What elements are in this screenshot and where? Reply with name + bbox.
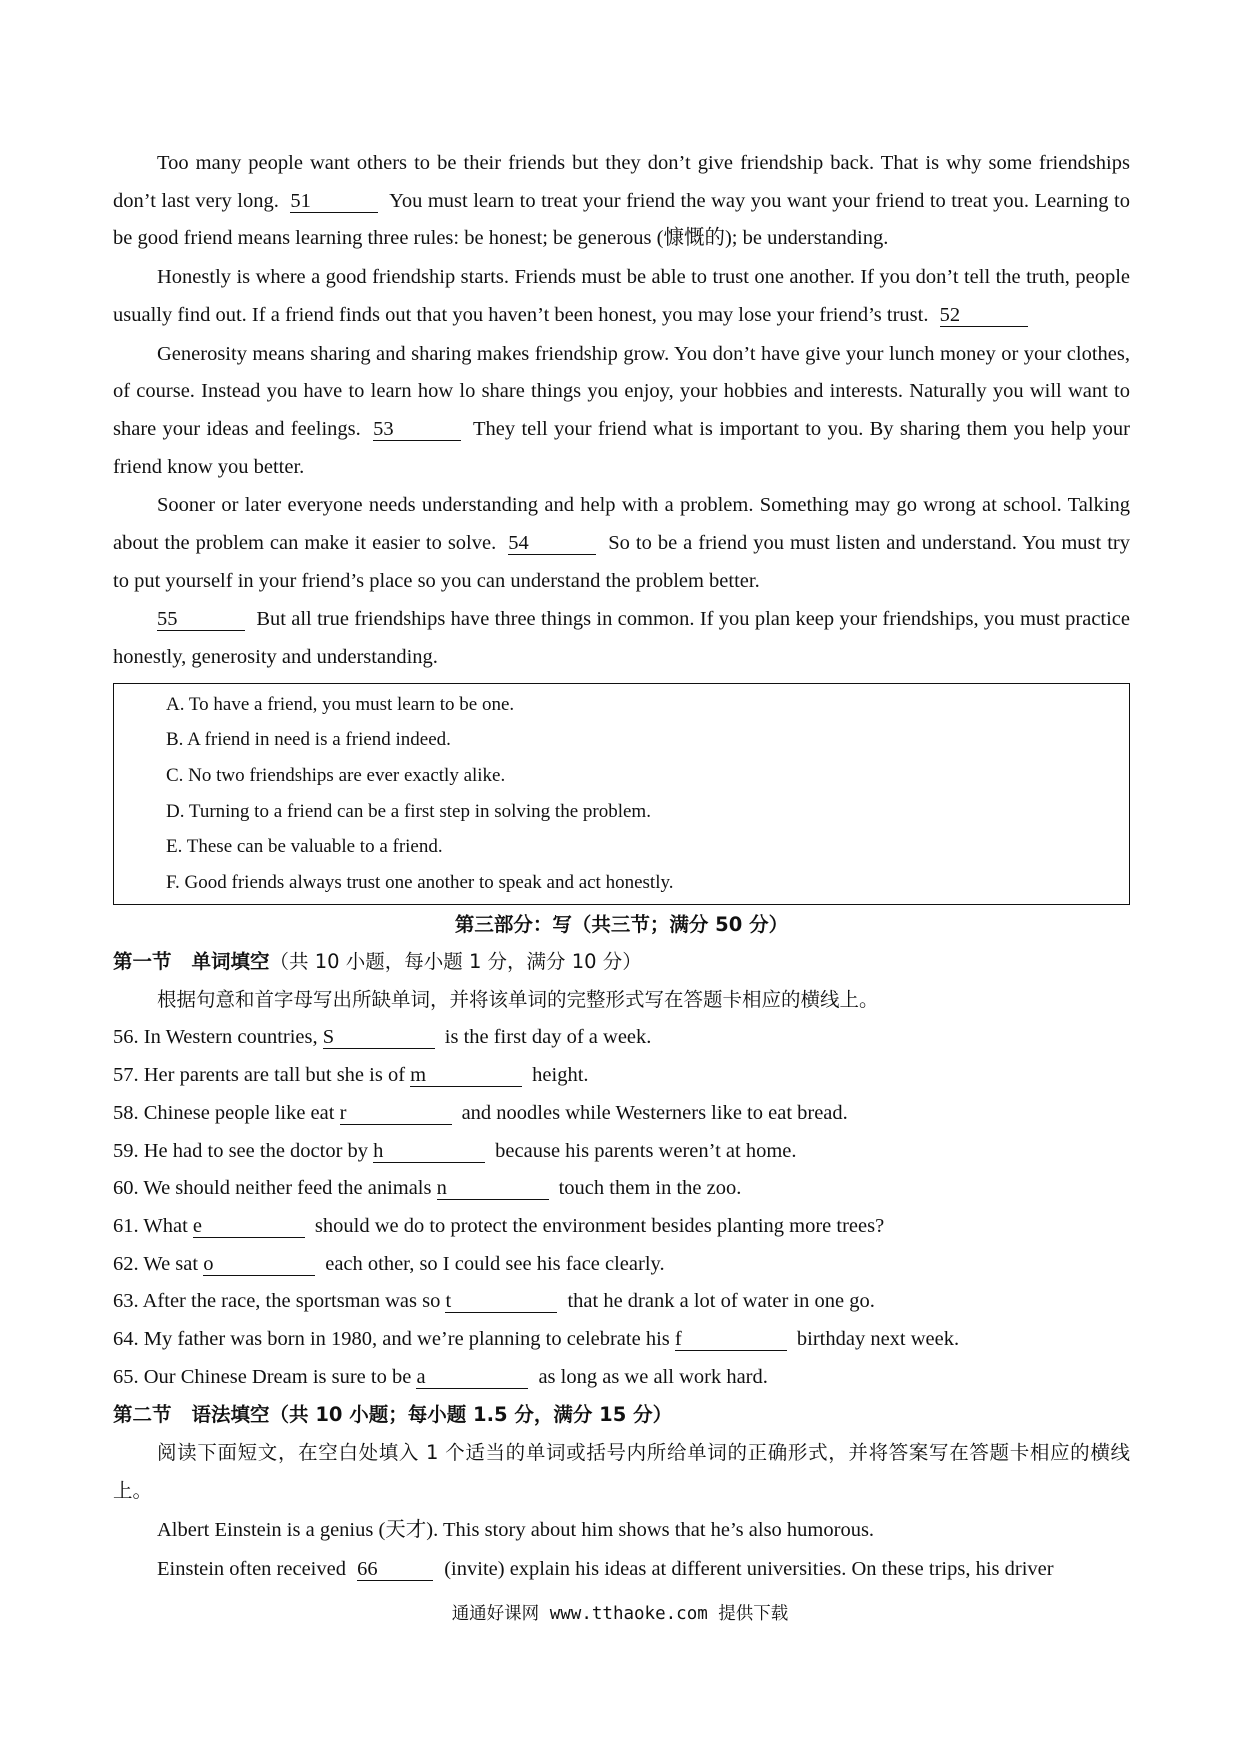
question-text: should we do to protect the environment besides planting more trees? [314, 1214, 885, 1237]
question-text: 56. In Western countries, [113, 1026, 318, 1049]
question-61 [113, 1208, 1130, 1246]
question-text: birthday next week. [796, 1328, 960, 1351]
blank-53: 53 [373, 418, 461, 441]
passage-paragraph-3 [113, 336, 1130, 487]
answer-options-box [113, 683, 1130, 906]
question-text: is the first day of a week. [444, 1026, 652, 1049]
question-text: 58. Chinese people like eat [113, 1101, 335, 1124]
answer-blank: r [340, 1102, 452, 1125]
question-text: 61. What [113, 1214, 188, 1237]
question-text: 64. My father was born in 1980, and we’re planning to celebrate his [113, 1328, 670, 1351]
grammar-line-2 [113, 1551, 1130, 1589]
option-d: D. Turning to a friend can be a first step in solving the problem. [166, 800, 651, 822]
passage-text: Generosity means sharing and sharing makes friendship grow. You don’t have give your lunch money or your clothes, of course. Instead you have to learn how lo share things you enjoy, your hobbies and interests. Naturally you will want to share your ideas and feelings. [113, 342, 1130, 440]
question-text: 63. After the race, the sportsman was so [113, 1290, 441, 1313]
passage-text: They tell your friend what is important to you. By sharing them you help your friend know you better. [113, 417, 1131, 478]
option-f: F. Good friends always trust one another to speak and act honestly. [166, 871, 674, 893]
passage-text: (invite) explain his ideas at different universities. On these trips, his driver [444, 1558, 1054, 1581]
blank-54: 54 [508, 532, 596, 555]
option-a: A. To have a friend, you must learn to be one. [166, 693, 515, 715]
section-label: 第一节 [113, 950, 172, 974]
answer-blank: f [675, 1328, 787, 1351]
question-62 [113, 1246, 1130, 1284]
question-56 [113, 1019, 1130, 1057]
question-text: each other, so I could see his face clearly. [325, 1252, 665, 1275]
blank-66: 66 [357, 1558, 433, 1581]
answer-blank: S [323, 1026, 435, 1049]
passage-paragraph-4 [113, 487, 1130, 600]
part-title: 第三部分：写（共三节；满分 50 分） [454, 913, 789, 937]
answer-blank: m [410, 1064, 522, 1087]
page-footer: 通通好课网 www.tthaoke.com 提供下载 [451, 1604, 789, 1624]
question-text: 59. He had to see the doctor by [113, 1139, 369, 1162]
section-score: （共 10 小题；每小题 1.5 分，满分 15 分） [269, 1403, 673, 1427]
question-text: 62. We sat [113, 1252, 199, 1275]
answer-blank: n [437, 1177, 549, 1200]
question-text: height. [532, 1064, 589, 1087]
section-name: 语法填空 [191, 1403, 270, 1427]
exam-page [113, 145, 1130, 1590]
answer-blank: e [193, 1215, 305, 1238]
section-name: 单词填空 [191, 950, 270, 974]
blank-52: 52 [940, 304, 1028, 327]
question-63 [113, 1283, 1130, 1321]
blank-51: 51 [290, 190, 378, 213]
question-59 [113, 1133, 1130, 1171]
question-text: 60. We should neither feed the animals [113, 1177, 432, 1200]
question-text: as long as we all work hard. [538, 1365, 768, 1388]
section-label: 第二节 [113, 1403, 172, 1427]
passage-text: Too many people want others to be their friends but they don’t give friendship back. That is why some friendships don’t last very long. [113, 152, 1130, 212]
passage-text: So to be a friend you must listen and understand. You must try to put yourself in your friend’s place so you can understand the problem better. [113, 532, 1130, 592]
passage-text: You must learn to treat your friend the way you want your friend to treat you. Learning to be good friend means learning three rules: be honest; be generous (慷慨的); be understanding. [113, 189, 1130, 250]
answer-blank: t [445, 1290, 557, 1313]
question-text: that he drank a lot of water in one go. [567, 1290, 875, 1313]
passage-paragraph-2 [113, 259, 1130, 334]
question-65 [113, 1359, 1130, 1397]
option-e: E. These can be valuable to a friend. [166, 836, 443, 858]
question-text: 57. Her parents are tall but she is of [113, 1064, 406, 1087]
passage-text: Sooner or later everyone needs understanding and help with a problem. Something may go wrong at school. Talking about the problem can make it easier to solve. [113, 494, 1130, 555]
question-list [113, 1019, 1130, 1396]
grammar-line-1: Albert Einstein is a genius (天才). This story about him shows that he’s also humorous. [157, 1519, 875, 1542]
question-60 [113, 1170, 1130, 1208]
question-text: 65. Our Chinese Dream is sure to be [113, 1365, 412, 1388]
question-text: touch them in the zoo. [558, 1177, 742, 1200]
option-c: C. No two friendships are ever exactly alike. [166, 765, 506, 787]
answer-blank: h [373, 1140, 485, 1163]
passage-paragraph-1 [113, 145, 1130, 258]
blank-55: 55 [157, 608, 245, 631]
question-58 [113, 1095, 1130, 1133]
section-heading-1 [113, 943, 1130, 981]
passage-text: Einstein often received [157, 1558, 346, 1581]
answer-blank: a [416, 1366, 528, 1389]
passage-text: But all true friendships have three things in common. If you plan keep your friendships, you must practice honestly, generosity and understanding. [113, 608, 1131, 669]
section-instruction: 根据句意和首字母写出所缺单词，并将该单词的完整形式写在答题卡相应的横线上。 [157, 988, 879, 1012]
question-57 [113, 1057, 1130, 1095]
option-b: B. A friend in need is a friend indeed. [166, 729, 451, 751]
passage-text: Honestly is where a good friendship starts. Friends must be able to trust one another. If you don’t tell the truth, people usually find out. If a friend finds out that you haven’t been honest, you may lose your friend’s trust. [113, 266, 1130, 326]
question-64 [113, 1321, 1130, 1359]
answer-blank: o [203, 1253, 315, 1276]
question-text: because his parents weren’t at home. [495, 1139, 797, 1162]
section-score: （共 10 小题，每小题 1 分，满分 10 分） [269, 950, 642, 974]
section-heading-2 [113, 1396, 1130, 1434]
question-text: and noodles while Westerners like to eat bread. [461, 1101, 848, 1124]
section-instruction: 阅读下面短文，在空白处填入 1 个适当的单词或括号内所给单词的正确形式，并将答案写在答题卡相应的横线上。 [113, 1441, 1130, 1503]
passage-paragraph-5 [113, 601, 1130, 676]
